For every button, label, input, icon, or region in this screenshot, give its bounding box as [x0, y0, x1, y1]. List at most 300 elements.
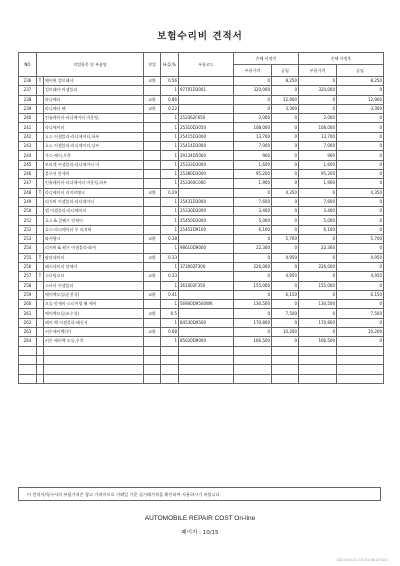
- row-work: 교환: [144, 95, 161, 104]
- row-price-after: 166,500: [299, 337, 337, 346]
- row-price-after: 2,000: [299, 114, 337, 123]
- row-item-name: 리저버 & 펌프 어셈블리-와셔: [44, 244, 144, 253]
- table-row: [19, 328, 384, 337]
- row-price-before: 22,300: [234, 244, 272, 253]
- print-timestamp: 2024-05-02 15:31:48 47(24): [336, 558, 388, 562]
- row-labor-after: 5,700: [337, 235, 384, 244]
- row-price-after: 0: [299, 77, 337, 86]
- table-row: [19, 169, 384, 178]
- row-no: 253: [19, 235, 37, 244]
- row-no: 260: [19, 300, 37, 309]
- row-mark: [37, 160, 44, 169]
- empty-cell: [272, 355, 299, 364]
- row-labor-before: 0: [272, 300, 299, 309]
- row-labor-after: 4,950: [337, 272, 384, 281]
- row-labor-after: 0: [337, 114, 384, 123]
- row-part-code: [179, 272, 234, 281]
- table-row: [19, 225, 384, 234]
- row-work: [144, 123, 161, 132]
- row-no: 257: [19, 272, 37, 281]
- row-part-code: 56900D9500WK: [179, 300, 234, 309]
- row-mark: [37, 207, 44, 216]
- row-work: 교환: [144, 328, 161, 337]
- row-no: 249: [19, 197, 37, 206]
- row-work: [144, 216, 161, 225]
- row-labor-after: 0: [337, 225, 384, 234]
- row-no: 247: [19, 179, 37, 188]
- row-labor-after: 0: [337, 262, 384, 271]
- row-part-code: 98610D9000: [179, 244, 234, 253]
- row-price-before: 2,000: [234, 114, 272, 123]
- empty-cell: [37, 346, 44, 355]
- row-item-name: 호스 & 클램프 앗세이: [44, 216, 144, 225]
- table-row: [19, 309, 384, 318]
- table-row: [19, 188, 384, 197]
- row-work: 교환: [144, 253, 161, 262]
- row-labor-before: 12,900: [272, 95, 299, 104]
- row-qty: 1: [161, 244, 179, 253]
- row-part-code: 37300ZF300: [179, 262, 234, 271]
- row-qty: 0.33: [161, 253, 179, 262]
- table-row: [19, 77, 384, 86]
- row-no: 236: [19, 77, 37, 86]
- row-price-after: 0: [299, 328, 337, 337]
- row-price-after: 130,500: [299, 300, 337, 309]
- row-mark: [37, 179, 44, 188]
- row-no: 255: [19, 253, 37, 262]
- empty-cell: [337, 355, 384, 364]
- row-price-before: 0: [234, 188, 272, 197]
- row-labor-after: 8,250: [337, 77, 384, 86]
- empty-row: [19, 374, 384, 383]
- row-qty: 0.56: [161, 77, 179, 86]
- row-labor-before: 0: [272, 86, 299, 95]
- row-price-before: 226,000: [234, 262, 272, 271]
- row-qty: 1: [161, 169, 179, 178]
- row-part-code: 361002F350: [179, 281, 234, 290]
- row-mark: [37, 309, 44, 318]
- row-price-after: 900: [299, 151, 337, 160]
- empty-cell: [144, 346, 161, 355]
- row-qty: 1: [161, 197, 179, 206]
- row-qty: 1: [161, 262, 179, 271]
- row-labor-after: 0: [337, 216, 384, 225]
- row-price-before: 0: [234, 104, 272, 113]
- row-price-before: 5,000: [234, 216, 272, 225]
- row-no: 263: [19, 328, 37, 337]
- header-hours: H,Q,%: [161, 53, 179, 77]
- row-item-name: 팔라데이터: [44, 253, 144, 262]
- row-labor-before: 0: [272, 142, 299, 151]
- table-row: [19, 300, 384, 309]
- empty-cell: [161, 355, 179, 364]
- row-mark: [37, 169, 44, 178]
- row-labor-before: 0: [272, 132, 299, 141]
- row-labor-after: 3,300: [337, 104, 384, 113]
- row-item-name: 호스-라디에이터 투 리저버: [44, 225, 144, 234]
- row-work: [144, 160, 161, 169]
- empty-cell: [19, 374, 37, 383]
- row-item-name: 브라켓 어셈블리-라디에이터 마: [44, 160, 144, 169]
- row-item-name: 커튼에어백(우): [44, 328, 144, 337]
- row-qty: 1: [161, 123, 179, 132]
- disclaimer-note: 이 견적서/청구서의 부품가격은 참고 가격이므로 거래일 기준 실거래가격을 확인하여 사용하시기 바랍니다.: [18, 487, 381, 501]
- header-labor-before: 공임: [272, 65, 299, 77]
- row-part-code: 253360C000: [179, 179, 234, 188]
- row-work: [144, 337, 161, 346]
- empty-cell: [234, 355, 272, 364]
- empty-cell: [37, 355, 44, 364]
- row-item-name: 라디에터 팬: [44, 104, 144, 113]
- table-row: [19, 253, 384, 262]
- row-price-before: 0: [234, 328, 272, 337]
- table-row: [19, 244, 384, 253]
- row-part-code: 25451D9100: [179, 225, 234, 234]
- row-no: 241: [19, 123, 37, 132]
- row-part-code: [179, 309, 234, 318]
- row-labor-before: 0: [272, 169, 299, 178]
- row-labor-after: 10,200: [337, 328, 384, 337]
- row-price-before: 900: [234, 151, 272, 160]
- row-no: 238: [19, 95, 37, 104]
- row-no: 244: [19, 151, 37, 160]
- row-item-name: 인슐레이터-라디에이터 마운팅,하부: [44, 179, 144, 188]
- row-labor-before: 0: [272, 197, 299, 206]
- row-labor-before: 10,200: [272, 328, 299, 337]
- row-qty: 0.68: [161, 328, 179, 337]
- row-item-name: 에어백모듈(운전석): [44, 290, 144, 299]
- row-price-before: 1,900: [234, 179, 272, 188]
- row-labor-after: 7,500: [337, 309, 384, 318]
- row-labor-after: 0: [337, 337, 384, 346]
- empty-cell: [234, 346, 272, 355]
- row-qty: 0.86: [161, 95, 179, 104]
- row-labor-after: 0: [337, 281, 384, 290]
- row-item-name: 와셔탱크: [44, 235, 144, 244]
- empty-cell: [272, 374, 299, 383]
- row-price-after: 0: [299, 253, 337, 262]
- row-price-after: 0: [299, 309, 337, 318]
- empty-row: [19, 346, 384, 355]
- row-work: [144, 142, 161, 151]
- header-price-before: 부품가격: [234, 65, 272, 77]
- row-item-name: 캡 어셈블리-라디에이터: [44, 207, 144, 216]
- row-qty: 0.41: [161, 290, 179, 299]
- row-work: [144, 207, 161, 216]
- row-price-after: 22,300: [299, 244, 337, 253]
- row-mark: T: [37, 77, 44, 86]
- row-labor-after: 0: [337, 300, 384, 309]
- table-row: [19, 290, 384, 299]
- empty-cell: [19, 365, 37, 374]
- row-price-after: 320,000: [299, 86, 337, 95]
- row-work: [144, 114, 161, 123]
- row-qty: 1: [161, 132, 179, 141]
- row-labor-after: 0: [337, 207, 384, 216]
- row-qty: 1: [161, 318, 179, 327]
- row-price-after: 0: [299, 188, 337, 197]
- row-labor-before: 0: [272, 179, 299, 188]
- row-part-code: 25414D3000: [179, 142, 234, 151]
- row-mark: [37, 235, 44, 244]
- table-row: [19, 272, 384, 281]
- document-title: 보험수리비 견적서: [157, 31, 243, 42]
- row-work: [144, 281, 161, 290]
- row-work: [144, 244, 161, 253]
- table-row: [19, 337, 384, 346]
- row-labor-after: 0: [337, 151, 384, 160]
- row-mark: [37, 216, 44, 225]
- row-work: [144, 300, 161, 309]
- table-row: [19, 142, 384, 151]
- row-mark: [37, 244, 44, 253]
- row-price-after: 7,600: [299, 197, 337, 206]
- row-labor-after: 0: [337, 86, 384, 95]
- row-price-before: 155,000: [234, 281, 272, 290]
- row-labor-after: 0: [337, 123, 384, 132]
- row-price-before: 0: [234, 95, 272, 104]
- row-mark: [37, 123, 44, 132]
- row-price-before: 7,600: [234, 197, 272, 206]
- row-part-code: 97701D3001: [179, 86, 234, 95]
- row-part-code: [179, 95, 234, 104]
- row-price-before: 6,100: [234, 225, 272, 234]
- row-price-after: 0: [299, 272, 337, 281]
- row-labor-after: 4,950: [337, 253, 384, 262]
- row-work: 교환: [144, 235, 161, 244]
- row-no: 258: [19, 281, 37, 290]
- row-no: 250: [19, 207, 37, 216]
- row-price-after: 1,900: [299, 179, 337, 188]
- row-mark: [37, 151, 44, 160]
- row-labor-after: 0: [337, 244, 384, 253]
- row-item-name: 페어 백 어셈블리-패신저: [44, 318, 144, 327]
- row-price-after: 3,400: [299, 207, 337, 216]
- row-labor-before: 0: [272, 225, 299, 234]
- page-number: 페이지 : 10/15: [181, 530, 219, 536]
- row-price-before: 0: [234, 253, 272, 262]
- row-work: [144, 262, 161, 271]
- row-labor-before: 0: [272, 207, 299, 216]
- row-work: 교환: [144, 290, 161, 299]
- row-labor-after: 0: [337, 132, 384, 141]
- row-qty: 0.38: [161, 235, 179, 244]
- estimate-table: [18, 52, 384, 384]
- row-mark: [37, 142, 44, 151]
- row-no: 262: [19, 318, 37, 327]
- row-work: 교환: [144, 309, 161, 318]
- row-price-before: 3,400: [234, 207, 272, 216]
- row-qty: 1: [161, 207, 179, 216]
- header-after-adjust: 손해 사정후: [299, 53, 384, 65]
- empty-cell: [179, 374, 234, 383]
- row-price-after: 95,200: [299, 169, 337, 178]
- row-mark: [37, 114, 44, 123]
- row-mark: [37, 337, 44, 346]
- row-work: [144, 225, 161, 234]
- row-mark: [37, 104, 44, 113]
- row-mark: [37, 95, 44, 104]
- row-price-before: 0: [234, 272, 272, 281]
- empty-row: [19, 365, 384, 374]
- row-work: 교환: [144, 272, 161, 281]
- row-price-after: 7,000: [299, 142, 337, 151]
- empty-cell: [234, 365, 272, 374]
- row-part-code: [179, 235, 234, 244]
- row-labor-after: 0: [337, 179, 384, 188]
- header-work: 작업: [144, 53, 161, 77]
- header-item: 작업항목 및 부품명: [37, 53, 144, 77]
- table-row: [19, 132, 384, 141]
- row-no: 242: [19, 132, 37, 141]
- row-item-name: 헤어핀 컵브래샤: [44, 77, 144, 86]
- table-row: [19, 235, 384, 244]
- table-row: [19, 114, 384, 123]
- row-mark: [37, 318, 44, 327]
- row-work: [144, 318, 161, 327]
- row-price-after: 0: [299, 104, 337, 113]
- empty-cell: [144, 365, 161, 374]
- empty-cell: [179, 346, 234, 355]
- row-mark: [37, 300, 44, 309]
- row-item-name: 스타팅모터: [44, 272, 144, 281]
- row-price-after: 170,800: [299, 318, 337, 327]
- header-no: NO: [19, 53, 37, 77]
- row-labor-after: 0: [337, 197, 384, 206]
- row-labor-before: 4,950: [272, 253, 299, 262]
- empty-cell: [161, 374, 179, 383]
- row-item-name: 에어백모듈(조수석): [44, 309, 144, 318]
- empty-cell: [272, 365, 299, 374]
- row-item-name: 인슐레이터-라디에이터 마운팅,: [44, 114, 144, 123]
- row-mark: T: [37, 188, 44, 197]
- row-mark: [37, 86, 44, 95]
- table-row: [19, 197, 384, 206]
- empty-cell: [37, 365, 44, 374]
- table-row: [19, 151, 384, 160]
- empty-cell: [299, 355, 337, 364]
- table-row: [19, 95, 384, 104]
- row-labor-after: 0: [337, 160, 384, 169]
- row-mark: [37, 132, 44, 141]
- row-labor-before: 0: [272, 151, 299, 160]
- row-qty: 1: [161, 337, 179, 346]
- row-labor-after: 0: [337, 142, 384, 151]
- row-qty: 0.5: [161, 309, 179, 318]
- row-price-before: 0: [234, 290, 272, 299]
- row-item-name: 리저버 어셈블리-라디에이터: [44, 197, 144, 206]
- row-labor-before: 0: [272, 123, 299, 132]
- row-item-name: 컵브래샤 어셈블리: [44, 86, 144, 95]
- row-part-code: 29134D5000: [179, 151, 234, 160]
- row-price-after: 13,700: [299, 132, 337, 141]
- row-labor-after: 6,150: [337, 290, 384, 299]
- row-price-after: 1,600: [299, 160, 337, 169]
- row-qty: 0.33: [161, 272, 179, 281]
- table-row: [19, 262, 384, 271]
- row-part-code: [179, 328, 234, 337]
- empty-cell: [19, 346, 37, 355]
- row-part-code: 84530D9500: [179, 318, 234, 327]
- row-no: 243: [19, 142, 37, 151]
- row-no: 239: [19, 104, 37, 113]
- empty-cell: [234, 374, 272, 383]
- row-part-code: 85020D9000: [179, 337, 234, 346]
- empty-cell: [272, 346, 299, 355]
- table-row: [19, 179, 384, 188]
- row-item-name: 라디에이터 리저브탱크: [44, 188, 144, 197]
- row-item-name: 가드-에어,우측: [44, 151, 144, 160]
- row-part-code: [179, 77, 234, 86]
- row-work: [144, 86, 161, 95]
- row-part-code: 25333D3000: [179, 160, 234, 169]
- table-row: [19, 160, 384, 169]
- row-labor-before: 0: [272, 114, 299, 123]
- empty-cell: [144, 355, 161, 364]
- row-part-code: 25330D3000: [179, 207, 234, 216]
- empty-cell: [37, 374, 44, 383]
- header-before-adjust: 손해 사정전: [234, 53, 299, 65]
- empty-cell: [179, 355, 234, 364]
- row-no: 259: [19, 290, 37, 299]
- row-price-after: 0: [299, 290, 337, 299]
- row-work: 교환: [144, 77, 161, 86]
- row-mark: [37, 290, 44, 299]
- row-work: [144, 179, 161, 188]
- table-row: [19, 104, 384, 113]
- row-labor-before: 8,250: [272, 77, 299, 86]
- row-qty: 1: [161, 114, 179, 123]
- row-labor-before: 0: [272, 337, 299, 346]
- row-price-before: 170,800: [234, 318, 272, 327]
- row-labor-after: 12,900: [337, 95, 384, 104]
- row-item-name: 호스 어셈블리-라디에이터,하부: [44, 132, 144, 141]
- row-mark: T: [37, 253, 44, 262]
- row-work: [144, 151, 161, 160]
- empty-cell: [337, 346, 384, 355]
- row-labor-before: 5,700: [272, 235, 299, 244]
- row-price-before: 13,700: [234, 132, 272, 141]
- empty-cell: [161, 365, 179, 374]
- row-price-before: 1,600: [234, 160, 272, 169]
- row-mark: [37, 197, 44, 206]
- row-part-code: 25310D3050: [179, 123, 234, 132]
- row-qty: 1: [161, 225, 179, 234]
- row-price-after: 0: [299, 235, 337, 244]
- row-item-name: 라디에터: [44, 95, 144, 104]
- row-labor-before: 0: [272, 216, 299, 225]
- header-labor-after: 공임: [337, 65, 384, 77]
- row-price-before: 130,500: [234, 300, 272, 309]
- row-price-after: 0: [299, 95, 337, 104]
- footer-title: AUTOMOBILE REPAIR COST On-line: [144, 515, 256, 522]
- row-labor-before: 4,950: [272, 272, 299, 281]
- row-part-code: [179, 290, 234, 299]
- row-labor-after: 0: [337, 318, 384, 327]
- empty-row: [19, 355, 384, 364]
- row-price-before: 0: [234, 77, 272, 86]
- row-labor-before: 6,150: [272, 290, 299, 299]
- row-work: 교환: [144, 104, 161, 113]
- row-work: [144, 197, 161, 206]
- row-qty: 1: [161, 142, 179, 151]
- row-mark: [37, 225, 44, 234]
- row-qty: 1: [161, 160, 179, 169]
- row-part-code: [179, 104, 234, 113]
- table-row: [19, 86, 384, 95]
- empty-cell: [44, 355, 144, 364]
- row-part-code: 25450D3000: [179, 216, 234, 225]
